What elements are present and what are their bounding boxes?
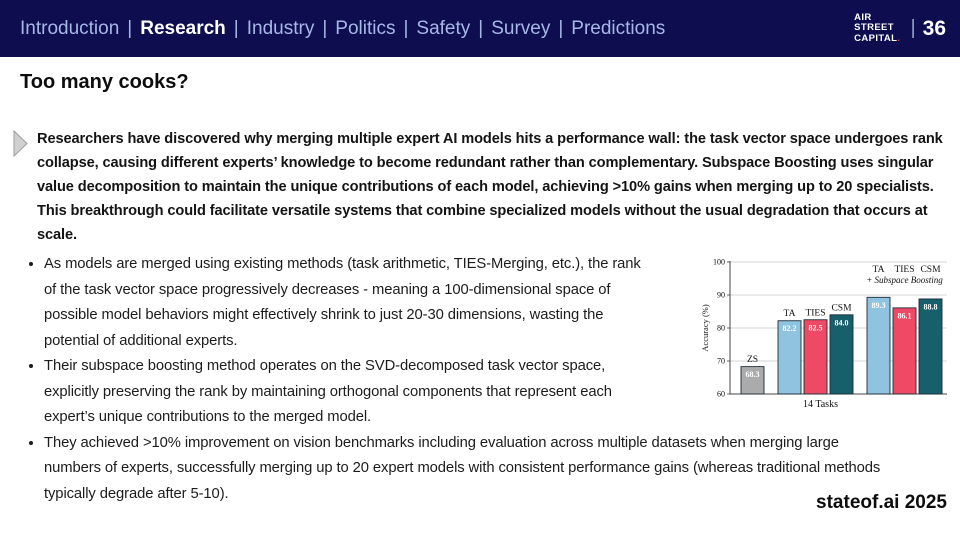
svg-text:86.1: 86.1 [897, 311, 912, 321]
logo-line: AIR [854, 11, 872, 23]
svg-text:82.2: 82.2 [782, 324, 797, 334]
header-bar [0, 0, 960, 57]
svg-text:ZS: ZS [746, 355, 759, 366]
nav-separator: | [322, 17, 328, 39]
nav-separator: | [127, 17, 133, 39]
svg-text:90: 90 [717, 290, 725, 300]
svg-text:TA: TA [783, 309, 796, 320]
bullet-item: • As models are merged using existing methods (task arithmetic, TIES-Merging, etc.), the rank of the task vector space progressively decreases - meaning a 100-dimensional space of possible model behaviors might effectively shrink to just 20-30 dimensions, wasting the potential of additional experts. [44, 252, 656, 354]
nav-separator: | [478, 17, 484, 39]
logo-dot: . [897, 32, 901, 44]
svg-text:CSM: CSM [831, 303, 852, 314]
stateofai-watermark: stateof.ai 2025 [816, 492, 947, 513]
triangle-bullet-icon [13, 130, 28, 157]
nav-item-safety[interactable]: Safety [416, 17, 471, 39]
nav-item-survey[interactable]: Survey [491, 17, 551, 39]
svg-text:Accuracy (%): Accuracy (%) [700, 304, 710, 352]
summary-text: Researchers have discovered why merging multiple expert AI models hits a performance wall: the task vector space undergoes rank collapse, causing different experts’ knowledge to become redundant rather than complementary. Subspace Boosting uses singular value decomposition to maintain the unique contributions of each model, achieving >10% gains when merging up to 20 specialists. This breakthrough could facilitate versatile systems that combine specialized models without the usual degradation that occurs at scale. [37, 131, 943, 243]
svg-text:70: 70 [717, 356, 725, 366]
svg-text:60: 60 [717, 389, 725, 399]
nav-item-research[interactable]: Research [140, 17, 226, 39]
svg-text:14 Tasks: 14 Tasks [803, 399, 838, 410]
page-title: Too many cooks? [20, 71, 189, 93]
bullet-item: • Their subspace boosting method operates on the SVD-decomposed task vector space, explicitly preserving the rank by maintaining orthogonal components that represent each expert’s unique contributions to the merged model. [44, 354, 656, 431]
summary-row [13, 127, 949, 247]
nav-item-industry[interactable]: Industry [246, 17, 315, 39]
accuracy-bar-chart [699, 253, 957, 427]
logo-line: STREET [854, 22, 895, 34]
svg-text:80: 80 [717, 323, 725, 333]
main-nav [20, 18, 665, 40]
nav-item-introduction[interactable]: Introduction [20, 17, 120, 39]
page-indicator [910, 17, 946, 41]
svg-text:CSM: CSM [920, 265, 941, 275]
svg-text:84.0: 84.0 [834, 318, 849, 328]
bullet-item: • They achieved >10% improvement on vision benchmarks including evaluation across multiple datasets when merging large numbers of experts, successfully merging up to 20 expert models with consistent performance gains (whereas traditional methods typically degrade after 5-10). [44, 431, 896, 508]
nav-item-politics[interactable]: Politics [335, 17, 396, 39]
nav-separator: | [558, 17, 564, 39]
svg-text:89.3: 89.3 [871, 300, 886, 310]
svg-text:TA: TA [872, 265, 885, 275]
svg-text:68.3: 68.3 [745, 370, 760, 380]
svg-text:TIES: TIES [805, 308, 826, 319]
svg-text:+ Subspace Boosting: + Subspace Boosting [866, 275, 943, 285]
nav-separator: | [233, 17, 239, 39]
page-separator: | [910, 17, 916, 39]
svg-text:TIES: TIES [894, 265, 915, 275]
nav-item-predictions[interactable]: Predictions [571, 17, 666, 39]
logo-area [854, 13, 946, 45]
air-street-capital-logo [854, 13, 900, 45]
nav-separator: | [403, 17, 409, 39]
logo-line: CAPITAL. [854, 32, 901, 44]
svg-text:88.8: 88.8 [923, 302, 938, 312]
svg-text:100: 100 [713, 257, 725, 267]
page-number: 36 [922, 16, 946, 40]
svg-text:82.5: 82.5 [808, 323, 823, 333]
